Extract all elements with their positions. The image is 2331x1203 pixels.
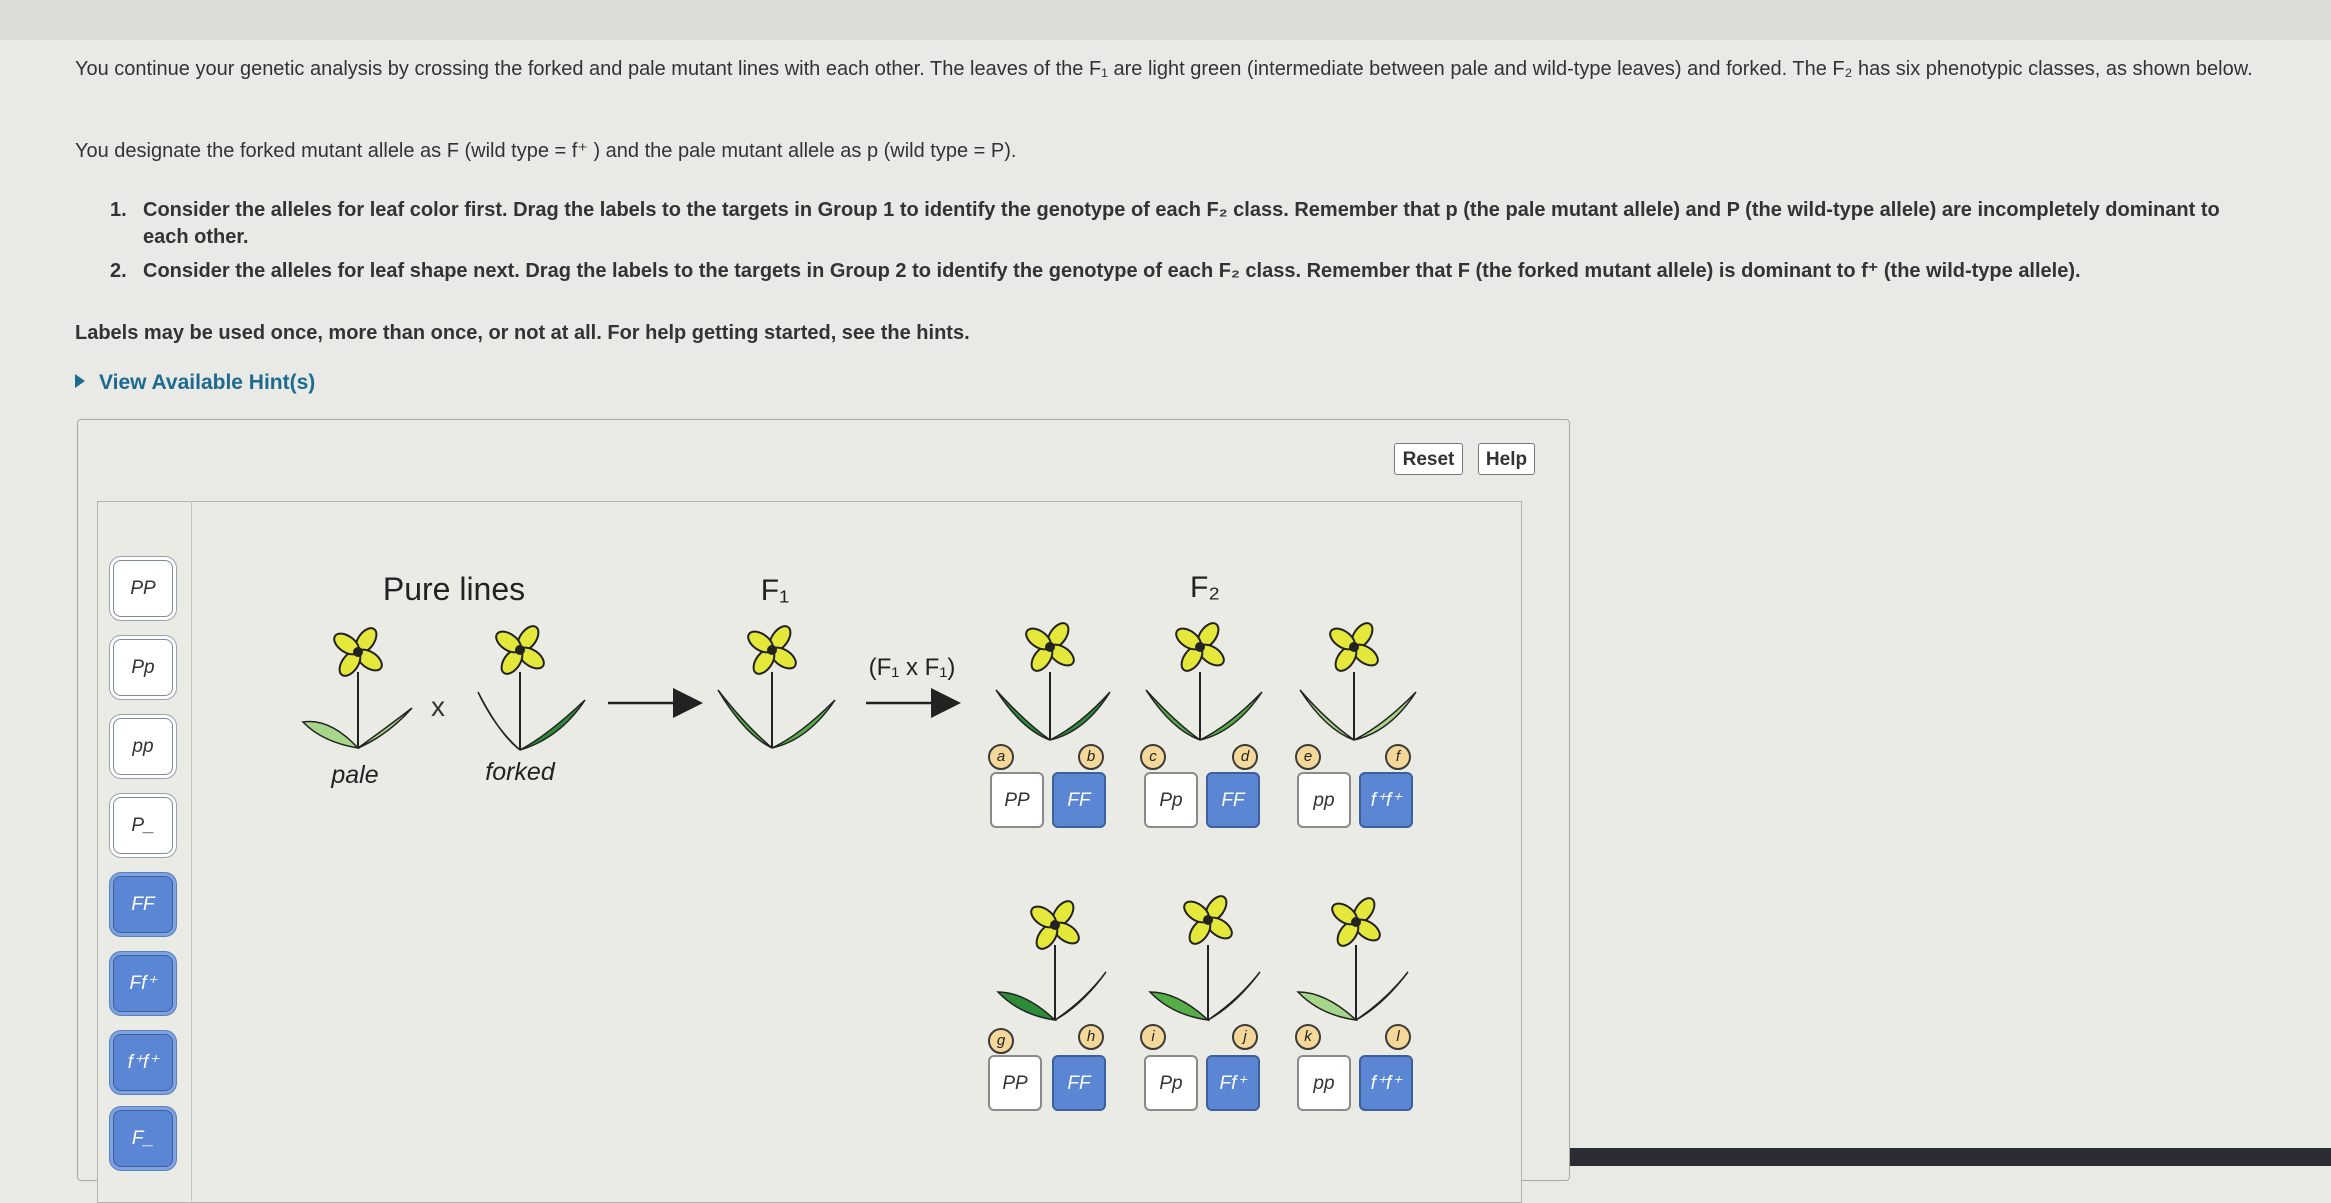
drop-target-a[interactable]: PP [990, 772, 1044, 828]
f1-plant [718, 622, 835, 748]
label-f-plus-f-plus[interactable]: f⁺f⁺ [113, 1034, 173, 1091]
drop-target-l[interactable]: f⁺f⁺ [1359, 1055, 1413, 1111]
help-button[interactable]: Help [1478, 443, 1535, 475]
label-Pp[interactable]: Pp [113, 639, 173, 696]
target-letter-e: e [1295, 744, 1321, 770]
instruction-number: 1. [110, 199, 127, 221]
target-letter-g: g [988, 1028, 1014, 1054]
target-letter-j: j [1232, 1024, 1258, 1050]
f2-plant-row2-1 [998, 897, 1106, 1020]
drop-target-j[interactable]: Ff⁺ [1206, 1055, 1260, 1111]
drop-target-g[interactable]: PP [988, 1055, 1042, 1111]
target-letter-d: d [1232, 744, 1258, 770]
reset-button[interactable]: Reset [1394, 443, 1463, 475]
labels-note: Labels may be used once, more than once, or not at all. For help getting started, see the hints. [75, 322, 970, 344]
label-Ff-plus[interactable]: Ff⁺ [113, 955, 173, 1012]
target-letter-i: i [1140, 1024, 1166, 1050]
target-letter-a: a [988, 744, 1014, 770]
target-letter-f: f [1385, 744, 1411, 770]
label-F-blank[interactable]: F_ [113, 1110, 173, 1167]
bottom-dark-bar [1570, 1148, 2331, 1166]
target-letter-b: b [1078, 744, 1104, 770]
f2-plant-row2-2 [1150, 892, 1260, 1020]
target-letter-k: k [1295, 1024, 1321, 1050]
drop-target-c[interactable]: Pp [1144, 772, 1198, 828]
label-FF[interactable]: FF [113, 876, 173, 933]
label-PP[interactable]: PP [113, 560, 173, 617]
view-hints-label: View Available Hint(s) [99, 371, 316, 394]
drop-target-f[interactable]: f⁺f⁺ [1359, 772, 1413, 828]
label-pp[interactable]: pp [113, 718, 173, 775]
pale-label: pale [331, 761, 379, 789]
f2-plant-row1-2 [1146, 619, 1262, 740]
intro-paragraph-1: You continue your genetic analysis by crossing the forked and pale mutant lines with each other. The leaves of the F₁ are light green (intermediate between pale and wild-type leaves) and forked. The F₂ has six phenotypic classes, as shown below. [75, 58, 2253, 80]
drop-target-e[interactable]: pp [1297, 772, 1351, 828]
drop-target-k[interactable]: pp [1297, 1055, 1351, 1111]
f1-cross-label: (F₁ x F₁) [868, 654, 956, 681]
target-letter-h: h [1078, 1024, 1104, 1050]
drop-target-d[interactable]: FF [1206, 772, 1260, 828]
f2-plant-row1-3 [1300, 619, 1416, 740]
instruction-number: 2. [110, 260, 127, 282]
drop-target-h[interactable]: FF [1052, 1055, 1106, 1111]
f2-title: F₂ [1190, 571, 1220, 604]
instruction-text: Consider the alleles for leaf shape next. Drag the labels to the targets in Group 2 to identify the genotype of each F₂ class. Remember that F (the forked mutant allele) is dominant to f⁺ (the wild-type allele). [143, 260, 2081, 282]
target-letter-c: c [1140, 744, 1166, 770]
pale-plant [303, 624, 412, 748]
f2-plant-row2-3 [1298, 894, 1408, 1020]
forked-plant [478, 622, 585, 750]
pure-lines-title: Pure lines [382, 571, 526, 607]
intro-paragraph-2: You designate the forked mutant allele as F (wild type = f⁺ ) and the pale mutant allele as p (wild type = P). [75, 140, 1017, 162]
f2-plant-row1-1 [996, 619, 1110, 740]
instruction-text: Consider the alleles for leaf color first. Drag the labels to the targets in Group 1 to identify the genotype of each F₂ class. Remember that p (the pale mutant allele) and P (the wild-type allele) are incompletely dominant to each other. [143, 199, 2220, 248]
drop-target-i[interactable]: Pp [1144, 1055, 1198, 1111]
cross-symbol: x [431, 691, 445, 722]
forked-label: forked [485, 758, 555, 786]
f1-title: F₁ [760, 574, 790, 607]
target-letter-l: l [1385, 1024, 1411, 1050]
label-P-blank[interactable]: P_ [113, 797, 173, 854]
drop-target-b[interactable]: FF [1052, 772, 1106, 828]
